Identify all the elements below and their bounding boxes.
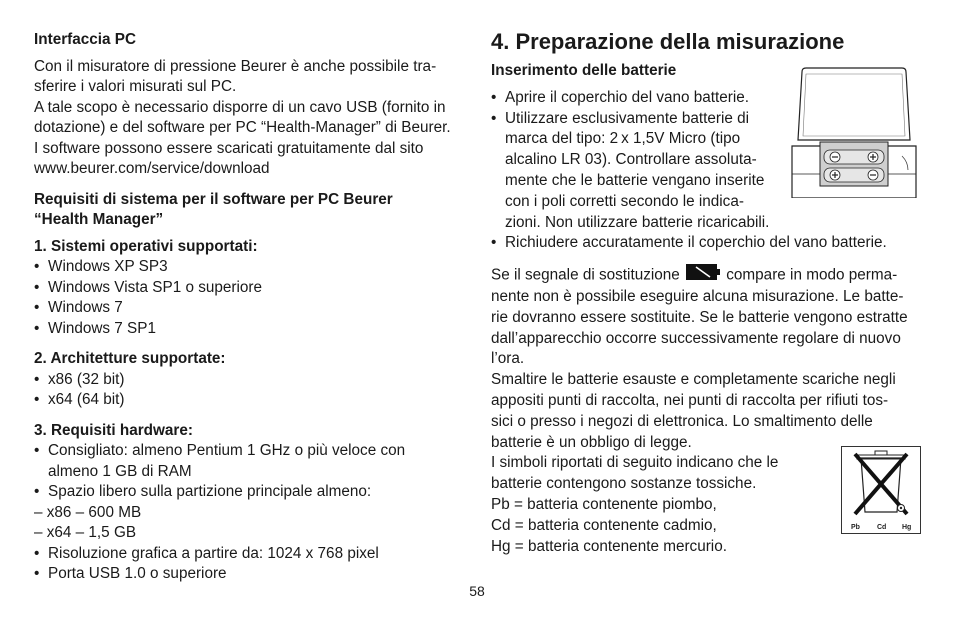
replace-line: nente non è possibile eseguire alcuna misurazione. Le batte- — [491, 287, 904, 305]
hw-subitem: – x86 – 600 MB — [34, 503, 142, 521]
batteries-item-line: mente che le batterie vengano inserite — [505, 171, 765, 189]
replace-line: l’ora. — [491, 350, 525, 368]
requirements-heading-1: Requisiti di sistema per il software per PC Beurer — [34, 190, 393, 208]
batteries-item-line: con i poli corretti secondo le indica- — [505, 192, 744, 210]
hw-heading: 3. Requisiti hardware: — [34, 421, 193, 439]
hw-item — [34, 441, 464, 482]
os-list — [34, 257, 464, 339]
bin-label-cd: Cd — [877, 524, 887, 531]
crossed-bin-icon — [841, 446, 921, 534]
batteries-item — [491, 109, 795, 234]
batteries-item-line: • Utilizzare esclusivamente batterie di — [505, 109, 750, 127]
os-item: • Windows XP SP3 — [34, 257, 464, 278]
hw-item-line: almeno 1 GB di RAM — [48, 462, 192, 480]
pc-line-2: sferire i valori misurati sul PC. — [34, 78, 237, 95]
requirements-heading-2: “Health Manager” — [34, 211, 164, 228]
batteries-item: • Richiudere accuratamente il coperchio del vano batterie. — [491, 233, 921, 254]
pc-line-3: A tale scopo è necessario disporre di un cavo USB (fornito in — [34, 98, 446, 116]
hw-item-line: • Consigliato: almeno Pentium 1 GHz o più veloce con — [48, 442, 406, 459]
hw-list — [34, 441, 464, 585]
os-item: • Windows 7 SP1 — [34, 319, 464, 340]
symbols-block — [491, 453, 821, 557]
replace-signal-line — [491, 264, 921, 287]
batteries-item-line: zioni. Non utilizzare batterie ricaricabili. — [505, 213, 770, 231]
dispose-line: Smaltire le batterie esauste e completamente scariche negli — [491, 371, 896, 389]
batteries-heading: Inserimento delle batterie — [491, 62, 677, 79]
pc-line-4: dotazione) e del software per PC “Health-Manager” di Beurer. — [34, 119, 451, 136]
symbols-line: Pb = batteria contenente piombo, — [491, 495, 717, 513]
symbols-line: I simboli riportati di seguito indicano che le — [491, 454, 779, 472]
pc-interface-heading: Interfaccia PC — [34, 31, 137, 48]
dispose-line: sici o presso i negozi di elettronica. Lo smaltimento delle — [491, 412, 873, 430]
bin-label-hg: Hg — [902, 524, 912, 531]
symbols-line: Cd = batteria contenente cadmio, — [491, 516, 717, 534]
replace-text-pre: Se il segnale di sostituzione — [491, 266, 680, 284]
dispose-line: batterie è un obbligo di legge. — [491, 433, 692, 451]
arch-heading: 2. Architetture supportate: — [34, 350, 226, 367]
page-number: 58 — [469, 583, 485, 599]
hw-subitem: – x64 – 1,5 GB — [34, 524, 137, 541]
symbols-line: batterie contengono sostanze tossiche. — [491, 475, 757, 493]
batteries-item-line: marca del tipo: 2 x 1,5V Micro (tipo — [505, 130, 741, 148]
arch-item: • x64 (64 bit) — [34, 390, 464, 411]
low-battery-icon — [686, 264, 720, 287]
replace-line: dall’apparecchio occorre successivamente regolare di nuovo — [491, 329, 901, 347]
battery-compartment-illustration — [790, 66, 918, 198]
os-item: • Windows 7 — [34, 298, 464, 319]
replace-line: rie dovranno essere sostituite. Se le batterie vengono estratte — [491, 308, 908, 326]
arch-list — [34, 370, 464, 411]
batteries-item-line: alcalino LR 03). Controllare assoluta- — [505, 151, 757, 169]
batteries-item: • Aprire il coperchio del vano batterie. — [491, 88, 921, 109]
replace-text-post: compare in modo perma- — [726, 266, 898, 284]
pc-line-1: Con il misuratore di pressione Beurer è anche possibile tra- — [34, 57, 437, 75]
symbols-line: Hg = batteria contenente mercurio. — [491, 537, 727, 555]
os-item: • Windows Vista SP1 o superiore — [34, 278, 464, 299]
hw-item: • Risoluzione grafica a partire da: 1024 x 768 pixel — [34, 544, 464, 565]
pc-line-6: www.beurer.com/service/download — [34, 160, 270, 177]
os-heading: 1. Sistemi operativi supportati: — [34, 237, 258, 255]
arch-item: • x86 (32 bit) — [34, 370, 464, 391]
bin-label-pb: Pb — [851, 524, 860, 531]
left-column — [34, 30, 464, 585]
section-title: 4. Preparazione della misurazione — [491, 29, 845, 54]
pc-line-5: I software possono essere scaricati gratuitamente dal sito — [34, 139, 424, 157]
hw-item: • Spazio libero sulla partizione principale almeno: — [34, 482, 464, 503]
dispose-line: appositi punti di raccolta, nei punti di raccolta per rifiuti tos- — [491, 391, 889, 409]
hw-item: • Porta USB 1.0 o superiore — [34, 564, 464, 585]
